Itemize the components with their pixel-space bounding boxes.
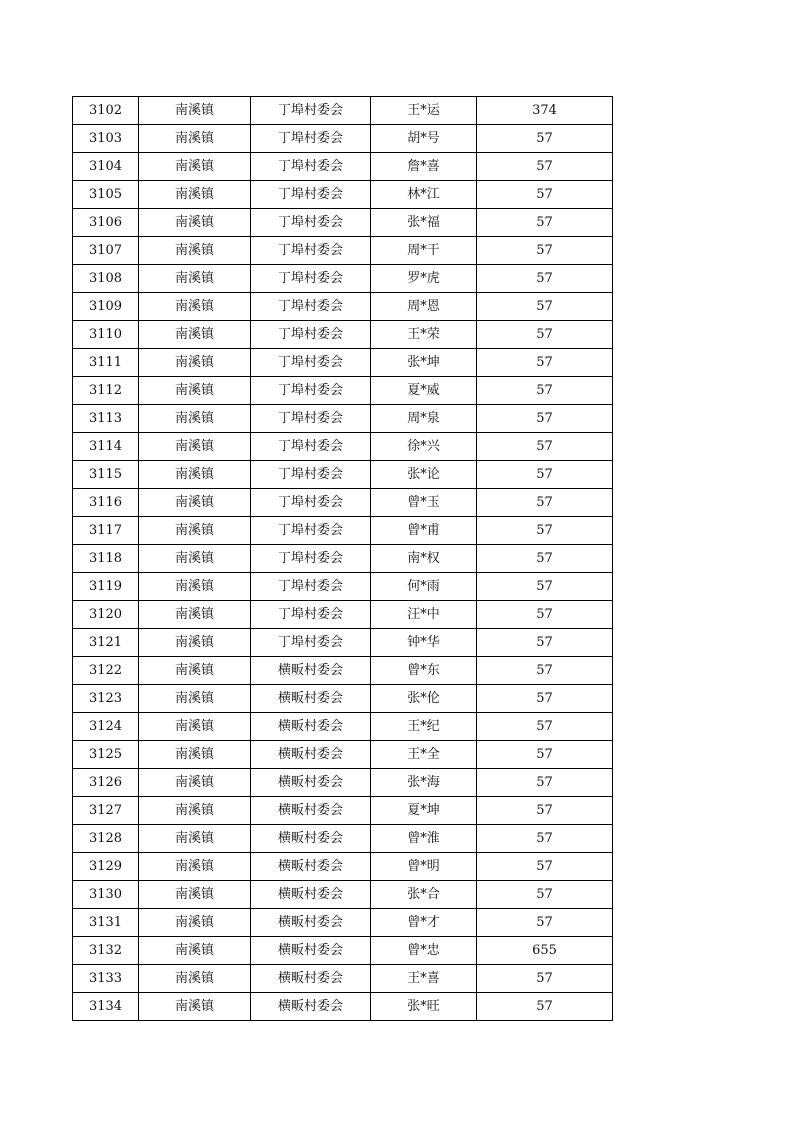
village-committee-cell: 丁埠村委会 — [251, 321, 371, 349]
row-number-cell: 3104 — [73, 153, 139, 181]
row-number-cell: 3133 — [73, 965, 139, 993]
town-cell: 南溪镇 — [139, 629, 251, 657]
person-name-cell: 夏*威 — [371, 377, 477, 405]
village-committee-cell: 横畈村委会 — [251, 909, 371, 937]
table-row — [73, 377, 613, 405]
person-name-cell: 张*旺 — [371, 993, 477, 1021]
table-row — [73, 685, 613, 713]
amount-cell: 655 — [477, 937, 613, 965]
person-name-cell: 张*坤 — [371, 349, 477, 377]
table-row — [73, 909, 613, 937]
person-name-cell: 曾*才 — [371, 909, 477, 937]
village-committee-cell: 横畈村委会 — [251, 937, 371, 965]
town-cell: 南溪镇 — [139, 489, 251, 517]
table-row — [73, 797, 613, 825]
town-cell: 南溪镇 — [139, 601, 251, 629]
town-cell: 南溪镇 — [139, 405, 251, 433]
village-committee-cell: 丁埠村委会 — [251, 153, 371, 181]
row-number-cell: 3127 — [73, 797, 139, 825]
person-name-cell: 钟*华 — [371, 629, 477, 657]
amount-cell: 57 — [477, 993, 613, 1021]
person-name-cell: 曾*甫 — [371, 517, 477, 545]
amount-cell: 57 — [477, 293, 613, 321]
row-number-cell: 3114 — [73, 433, 139, 461]
table-row — [73, 237, 613, 265]
amount-cell: 57 — [477, 433, 613, 461]
amount-cell: 57 — [477, 181, 613, 209]
person-name-cell: 张*海 — [371, 769, 477, 797]
person-name-cell: 罗*虎 — [371, 265, 477, 293]
town-cell: 南溪镇 — [139, 937, 251, 965]
table-row — [73, 937, 613, 965]
amount-cell: 57 — [477, 517, 613, 545]
amount-cell: 57 — [477, 965, 613, 993]
town-cell: 南溪镇 — [139, 237, 251, 265]
table-row — [73, 993, 613, 1021]
amount-cell: 57 — [477, 853, 613, 881]
village-committee-cell: 横畈村委会 — [251, 657, 371, 685]
row-number-cell: 3109 — [73, 293, 139, 321]
person-name-cell: 张*伦 — [371, 685, 477, 713]
row-number-cell: 3120 — [73, 601, 139, 629]
amount-cell: 57 — [477, 545, 613, 573]
town-cell: 南溪镇 — [139, 993, 251, 1021]
table-row — [73, 181, 613, 209]
person-name-cell: 周*干 — [371, 237, 477, 265]
row-number-cell: 3113 — [73, 405, 139, 433]
row-number-cell: 3110 — [73, 321, 139, 349]
table-row — [73, 209, 613, 237]
amount-cell: 57 — [477, 321, 613, 349]
person-name-cell: 王*运 — [371, 97, 477, 125]
row-number-cell: 3125 — [73, 741, 139, 769]
amount-cell: 57 — [477, 881, 613, 909]
amount-cell: 57 — [477, 489, 613, 517]
amount-cell: 57 — [477, 741, 613, 769]
table-row — [73, 769, 613, 797]
village-committee-cell: 丁埠村委会 — [251, 377, 371, 405]
village-committee-cell: 横畈村委会 — [251, 797, 371, 825]
row-number-cell: 3126 — [73, 769, 139, 797]
table-row — [73, 517, 613, 545]
row-number-cell: 3129 — [73, 853, 139, 881]
row-number-cell: 3122 — [73, 657, 139, 685]
village-committee-cell: 丁埠村委会 — [251, 181, 371, 209]
person-name-cell: 王*喜 — [371, 965, 477, 993]
town-cell: 南溪镇 — [139, 797, 251, 825]
town-cell: 南溪镇 — [139, 881, 251, 909]
person-name-cell: 何*雨 — [371, 573, 477, 601]
amount-cell: 374 — [477, 97, 613, 125]
row-number-cell: 3117 — [73, 517, 139, 545]
person-name-cell: 周*恩 — [371, 293, 477, 321]
table-row — [73, 349, 613, 377]
town-cell: 南溪镇 — [139, 965, 251, 993]
town-cell: 南溪镇 — [139, 853, 251, 881]
amount-cell: 57 — [477, 657, 613, 685]
table-body — [73, 97, 613, 1021]
amount-cell: 57 — [477, 797, 613, 825]
row-number-cell: 3102 — [73, 97, 139, 125]
data-table — [72, 96, 613, 1021]
village-committee-cell: 横畈村委会 — [251, 685, 371, 713]
row-number-cell: 3132 — [73, 937, 139, 965]
amount-cell: 57 — [477, 153, 613, 181]
village-committee-cell: 丁埠村委会 — [251, 573, 371, 601]
amount-cell: 57 — [477, 405, 613, 433]
row-number-cell: 3116 — [73, 489, 139, 517]
village-committee-cell: 横畈村委会 — [251, 881, 371, 909]
village-committee-cell: 丁埠村委会 — [251, 545, 371, 573]
person-name-cell: 南*权 — [371, 545, 477, 573]
village-committee-cell: 丁埠村委会 — [251, 125, 371, 153]
town-cell: 南溪镇 — [139, 685, 251, 713]
person-name-cell: 王*纪 — [371, 713, 477, 741]
row-number-cell: 3106 — [73, 209, 139, 237]
row-number-cell: 3131 — [73, 909, 139, 937]
row-number-cell: 3134 — [73, 993, 139, 1021]
person-name-cell: 詹*喜 — [371, 153, 477, 181]
table-row — [73, 741, 613, 769]
table-row — [73, 853, 613, 881]
row-number-cell: 3118 — [73, 545, 139, 573]
village-committee-cell: 丁埠村委会 — [251, 405, 371, 433]
village-committee-cell: 丁埠村委会 — [251, 517, 371, 545]
village-committee-cell: 丁埠村委会 — [251, 489, 371, 517]
amount-cell: 57 — [477, 461, 613, 489]
town-cell: 南溪镇 — [139, 573, 251, 601]
table-row — [73, 545, 613, 573]
row-number-cell: 3107 — [73, 237, 139, 265]
amount-cell: 57 — [477, 685, 613, 713]
person-name-cell: 周*泉 — [371, 405, 477, 433]
village-committee-cell: 横畈村委会 — [251, 713, 371, 741]
table-row — [73, 573, 613, 601]
table-row — [73, 489, 613, 517]
village-committee-cell: 丁埠村委会 — [251, 97, 371, 125]
village-committee-cell: 丁埠村委会 — [251, 629, 371, 657]
table-row — [73, 657, 613, 685]
village-committee-cell: 丁埠村委会 — [251, 601, 371, 629]
person-name-cell: 汪*中 — [371, 601, 477, 629]
table-row — [73, 293, 613, 321]
town-cell: 南溪镇 — [139, 293, 251, 321]
village-committee-cell: 丁埠村委会 — [251, 237, 371, 265]
amount-cell: 57 — [477, 237, 613, 265]
village-committee-cell: 丁埠村委会 — [251, 461, 371, 489]
person-name-cell: 夏*坤 — [371, 797, 477, 825]
town-cell: 南溪镇 — [139, 741, 251, 769]
person-name-cell: 张*合 — [371, 881, 477, 909]
row-number-cell: 3123 — [73, 685, 139, 713]
town-cell: 南溪镇 — [139, 125, 251, 153]
row-number-cell: 3105 — [73, 181, 139, 209]
table-row — [73, 713, 613, 741]
amount-cell: 57 — [477, 629, 613, 657]
table-row — [73, 601, 613, 629]
row-number-cell: 3103 — [73, 125, 139, 153]
town-cell: 南溪镇 — [139, 265, 251, 293]
person-name-cell: 张*福 — [371, 209, 477, 237]
amount-cell: 57 — [477, 377, 613, 405]
person-name-cell: 胡*号 — [371, 125, 477, 153]
table-row — [73, 321, 613, 349]
table-row — [73, 153, 613, 181]
table-row — [73, 97, 613, 125]
person-name-cell: 王*荣 — [371, 321, 477, 349]
town-cell: 南溪镇 — [139, 349, 251, 377]
row-number-cell: 3128 — [73, 825, 139, 853]
row-number-cell: 3124 — [73, 713, 139, 741]
village-committee-cell: 丁埠村委会 — [251, 209, 371, 237]
amount-cell: 57 — [477, 265, 613, 293]
amount-cell: 57 — [477, 601, 613, 629]
person-name-cell: 曾*明 — [371, 853, 477, 881]
town-cell: 南溪镇 — [139, 321, 251, 349]
town-cell: 南溪镇 — [139, 181, 251, 209]
village-committee-cell: 横畈村委会 — [251, 769, 371, 797]
row-number-cell: 3112 — [73, 377, 139, 405]
row-number-cell: 3121 — [73, 629, 139, 657]
table-row — [73, 965, 613, 993]
town-cell: 南溪镇 — [139, 377, 251, 405]
person-name-cell: 徐*兴 — [371, 433, 477, 461]
village-committee-cell: 横畈村委会 — [251, 993, 371, 1021]
person-name-cell: 林*江 — [371, 181, 477, 209]
table-row — [73, 629, 613, 657]
town-cell: 南溪镇 — [139, 657, 251, 685]
village-committee-cell: 丁埠村委会 — [251, 349, 371, 377]
village-committee-cell: 横畈村委会 — [251, 853, 371, 881]
amount-cell: 57 — [477, 713, 613, 741]
table-row — [73, 825, 613, 853]
town-cell: 南溪镇 — [139, 517, 251, 545]
town-cell: 南溪镇 — [139, 713, 251, 741]
table-row — [73, 405, 613, 433]
town-cell: 南溪镇 — [139, 209, 251, 237]
row-number-cell: 3111 — [73, 349, 139, 377]
town-cell: 南溪镇 — [139, 153, 251, 181]
row-number-cell: 3115 — [73, 461, 139, 489]
person-name-cell: 王*全 — [371, 741, 477, 769]
town-cell: 南溪镇 — [139, 461, 251, 489]
table-row — [73, 881, 613, 909]
amount-cell: 57 — [477, 769, 613, 797]
amount-cell: 57 — [477, 573, 613, 601]
row-number-cell: 3119 — [73, 573, 139, 601]
village-committee-cell: 丁埠村委会 — [251, 293, 371, 321]
table-row — [73, 125, 613, 153]
village-committee-cell: 丁埠村委会 — [251, 265, 371, 293]
amount-cell: 57 — [477, 349, 613, 377]
table-row — [73, 265, 613, 293]
amount-cell: 57 — [477, 125, 613, 153]
person-name-cell: 张*论 — [371, 461, 477, 489]
village-committee-cell: 横畈村委会 — [251, 741, 371, 769]
person-name-cell: 曾*忠 — [371, 937, 477, 965]
table-row — [73, 461, 613, 489]
amount-cell: 57 — [477, 825, 613, 853]
person-name-cell: 曾*东 — [371, 657, 477, 685]
town-cell: 南溪镇 — [139, 545, 251, 573]
town-cell: 南溪镇 — [139, 433, 251, 461]
town-cell: 南溪镇 — [139, 825, 251, 853]
person-name-cell: 曾*玉 — [371, 489, 477, 517]
row-number-cell: 3130 — [73, 881, 139, 909]
town-cell: 南溪镇 — [139, 97, 251, 125]
village-committee-cell: 横畈村委会 — [251, 825, 371, 853]
amount-cell: 57 — [477, 209, 613, 237]
amount-cell: 57 — [477, 909, 613, 937]
village-committee-cell: 横畈村委会 — [251, 965, 371, 993]
village-committee-cell: 丁埠村委会 — [251, 433, 371, 461]
town-cell: 南溪镇 — [139, 909, 251, 937]
row-number-cell: 3108 — [73, 265, 139, 293]
town-cell: 南溪镇 — [139, 769, 251, 797]
person-name-cell: 曾*淮 — [371, 825, 477, 853]
table-row — [73, 433, 613, 461]
